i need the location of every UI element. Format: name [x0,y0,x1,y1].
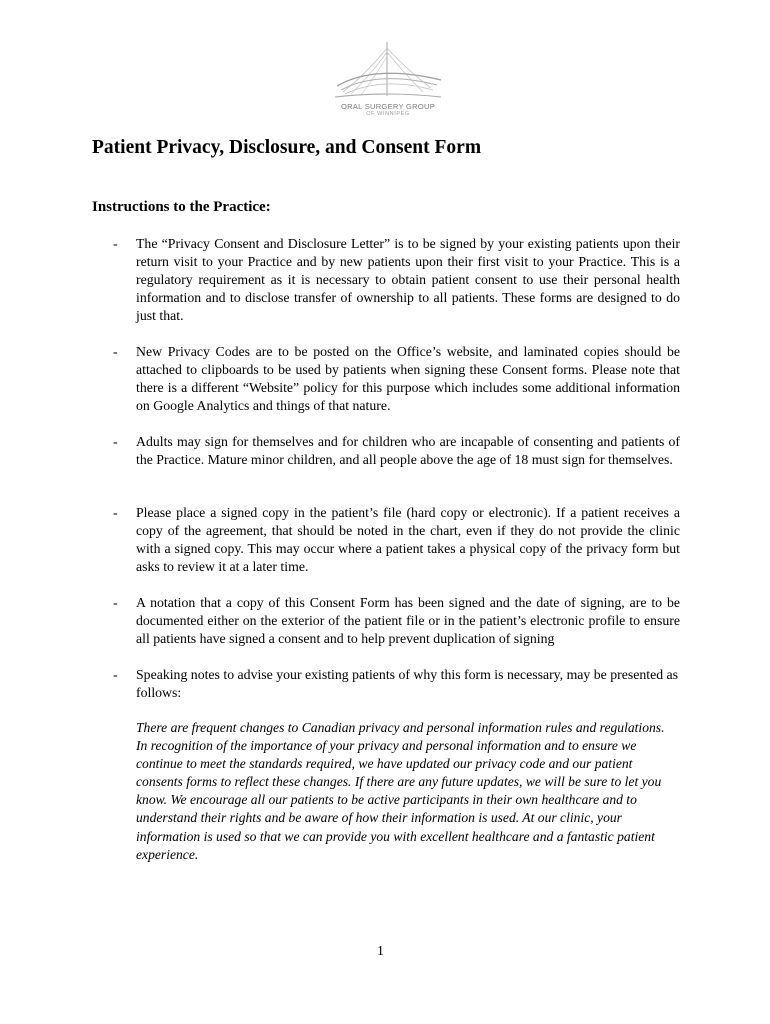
list-bullet: - [113,344,118,359]
document-title: Patient Privacy, Disclosure, and Consent Form [92,137,482,158]
logo-company-name: ORAL SURGERY GROUP [340,102,436,111]
list-item-text: Speaking notes to advise your existing patients of why this form is necessary, may be presented as follows: [136,667,679,700]
logo-company-location: OF WINNIPEG [366,111,410,117]
list-bullet: - [113,236,118,251]
list-bullet: - [113,505,118,520]
list-bullet: - [113,595,118,610]
instructions-heading: Instructions to the Practice: [92,199,271,215]
company-logo [325,40,451,122]
list-item-text: The “Privacy Consent and Disclosure Letter” is to be signed by your existing patients upon their return visit to your Practice and by new patients upon their first visit to your Practice. This is a regulatory requirement as it is necessary to obtain patient consent to use their personal health information and to disclose transfer of ownership to all patients. These forms are designed to do just that. [136,236,680,323]
bridge-logo-icon [325,40,451,102]
list-item-text: A notation that a copy of this Consent Form has been signed and the date of signing, are to be documented either on the exterior of the patient file or in the patient’s electronic profile to ensure all patients have signed a consent and to help prevent duplication of signing [136,595,680,646]
list-item-text: Adults may sign for themselves and for children who are incapable of consenting and patients of the Practice. Mature minor children, and all people above the age of 18 must sign for themselves. [136,434,680,467]
speaking-notes-quote: There are frequent changes to Canadian privacy and personal information rules and regulations. In recognition of the importance of your privacy and personal information and to ensure we continue to meet the standards required, we have updated our privacy code and our patient consents forms to reflect these changes. If there are any future updates, we will be sure to let you know. We encourage all our patients to be active participants in their own healthcare and to understand their rights and be aware of how their information is used. At our clinic, your information is used so that we can provide you with excellent healthcare and a fantastic patient experience. [136,720,665,862]
list-bullet: - [113,434,118,449]
list-bullet: - [113,667,118,682]
list-item-text: New Privacy Codes are to be posted on the Office’s website, and laminated copies should be attached to clipboards to be used by patients when signing these Consent forms. Please note that there is a different “Website” policy for this purpose which includes some additional information on Google Analytics and things of that nature. [136,344,680,413]
page-number: 1 [377,943,384,958]
list-item-text: Please place a signed copy in the patient’s file (hard copy or electronic). If a patient receives a copy of the agreement, that should be noted in the chart, even if they do not provide the clinic with a signed copy. This may occur where a patient takes a physical copy of the privacy form but asks to review it at a later time. [136,505,680,574]
